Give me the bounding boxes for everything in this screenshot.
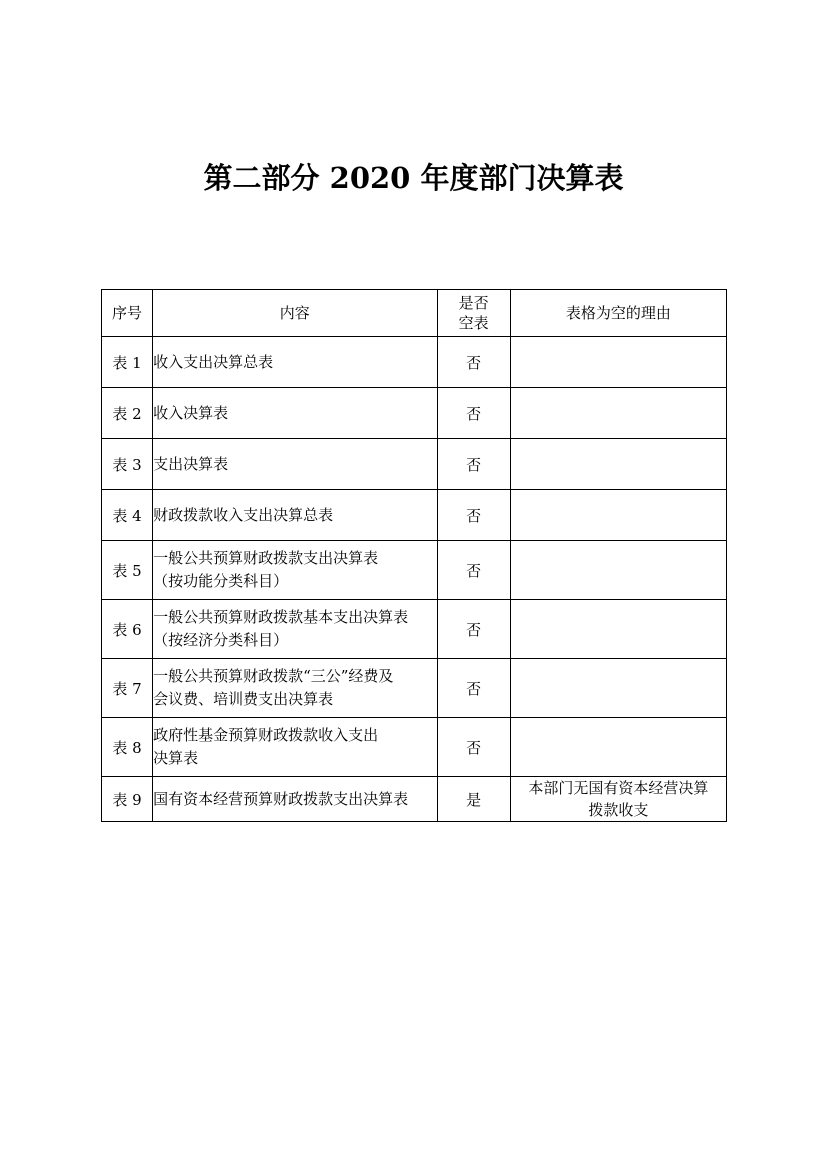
row-reason (510, 490, 726, 541)
row-content-line2: 决算表 (153, 749, 199, 767)
header-content: 内容 (153, 290, 437, 337)
row-content-line2: （按经济分类科目） (153, 631, 289, 649)
row-content-line1: 收入支出决算总表 (153, 352, 274, 371)
row-content-line1: 政府性基金预算财政拨款收入支出 (153, 726, 379, 744)
row-content (153, 388, 437, 439)
row-reason-line2: 拨款收支 (588, 801, 649, 819)
row-no: 表 1 (102, 337, 153, 388)
header-is-empty-line1: 是否 (458, 294, 489, 312)
row-content-line1: 收入决算表 (153, 403, 229, 422)
table-row (102, 718, 727, 777)
row-no: 表 2 (102, 388, 153, 439)
row-content-line1: 国有资本经营预算财政拨款支出决算表 (153, 789, 409, 808)
row-content (153, 600, 437, 659)
row-no: 表 6 (102, 600, 153, 659)
row-content-line2: （按功能分类科目） (153, 572, 289, 590)
table-row (102, 439, 727, 490)
row-content (153, 718, 437, 777)
row-is-empty: 否 (437, 541, 510, 600)
row-is-empty: 否 (437, 388, 510, 439)
row-no: 表 9 (102, 777, 153, 822)
row-content-line1: 支出决算表 (153, 454, 229, 473)
row-no: 表 8 (102, 718, 153, 777)
table-row (102, 388, 727, 439)
row-reason (510, 659, 726, 718)
row-is-empty: 否 (437, 659, 510, 718)
table-row (102, 600, 727, 659)
row-no: 表 3 (102, 439, 153, 490)
row-content (153, 490, 437, 541)
row-is-empty: 否 (437, 490, 510, 541)
row-is-empty: 是 (437, 777, 510, 822)
row-is-empty: 否 (437, 439, 510, 490)
row-is-empty: 否 (437, 718, 510, 777)
table-row (102, 490, 727, 541)
table-header-row (102, 290, 727, 337)
row-no: 表 7 (102, 659, 153, 718)
row-reason (510, 388, 726, 439)
row-reason (510, 439, 726, 490)
page-title: 第二部分 2020 年度部门决算表 (203, 161, 624, 195)
row-reason (510, 541, 726, 600)
row-reason (510, 777, 726, 822)
row-is-empty: 否 (437, 600, 510, 659)
row-reason-line1: 本部门无国有资本经营决算 (528, 779, 709, 797)
row-content (153, 541, 437, 600)
table-row (102, 541, 727, 600)
row-content-line1: 一般公共预算财政拨款支出决算表 (153, 549, 379, 567)
row-reason (510, 718, 726, 777)
row-no: 表 4 (102, 490, 153, 541)
header-reason: 表格为空的理由 (510, 290, 726, 337)
row-reason (510, 337, 726, 388)
row-content-line1: 财政拨款收入支出决算总表 (153, 505, 334, 524)
header-no: 序号 (102, 290, 153, 337)
row-reason (510, 600, 726, 659)
row-content-line1: 一般公共预算财政拨款“三公”经费及 (153, 667, 394, 685)
row-content (153, 337, 437, 388)
table-row (102, 659, 727, 718)
row-content-line2: 会议费、培训费支出决算表 (153, 690, 334, 708)
header-is-empty-line2: 空表 (458, 314, 489, 332)
row-content (153, 439, 437, 490)
table-row (102, 777, 727, 822)
table-row (102, 337, 727, 388)
row-content (153, 777, 437, 822)
header-is-empty (437, 290, 510, 337)
row-content (153, 659, 437, 718)
row-content-line1: 一般公共预算财政拨款基本支出决算表 (153, 608, 409, 626)
final-accounts-table (101, 289, 727, 822)
row-no: 表 5 (102, 541, 153, 600)
row-is-empty: 否 (437, 337, 510, 388)
